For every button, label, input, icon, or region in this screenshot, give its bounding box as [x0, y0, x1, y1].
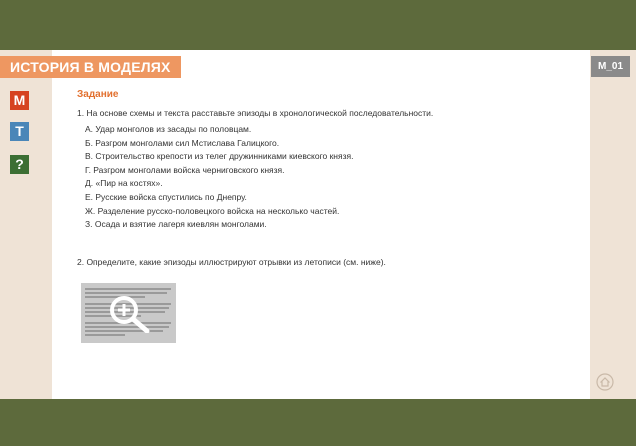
- episode-item: Г. Разгром монголами войска черниговского князя.: [85, 164, 285, 175]
- episode-item: Д. «Пир на костях».: [85, 178, 163, 189]
- right-panel: [590, 50, 636, 399]
- episode-list: [85, 123, 353, 232]
- episode-item: З. Осада и взятие лагеря киевлян монголами.: [85, 219, 267, 230]
- text-button[interactable]: Т: [10, 122, 29, 141]
- top-band: [0, 0, 636, 50]
- question-1: 1. На основе схемы и текста расставьте эпизоды в хронологической последовательности.: [77, 108, 434, 118]
- question-2: 2. Определите, какие эпизоды иллюстрируют отрывки из летописи (см. ниже).: [77, 257, 386, 267]
- episode-item: В. Строительство крепости из телег дружинниками киевского князя.: [85, 151, 354, 162]
- episode-item: Е. Русские войска спустились по Днепру.: [85, 191, 247, 202]
- model-button[interactable]: М: [10, 91, 29, 110]
- home-icon[interactable]: [596, 373, 614, 391]
- episode-item: А. Удар монголов из засады по половцам.: [85, 124, 252, 134]
- magnifier-plus-icon: [107, 293, 153, 333]
- app-title: ИСТОРИЯ В МОДЕЛЯХ: [0, 56, 181, 78]
- module-code-badge: M_01: [591, 56, 630, 77]
- help-button[interactable]: ?: [10, 155, 29, 174]
- text-line: [85, 334, 125, 336]
- chronicle-thumbnail[interactable]: [81, 283, 176, 343]
- bottom-band: [0, 399, 636, 446]
- episode-item: Б. Разгром монголами сил Мстислава Галицкого.: [85, 137, 280, 148]
- text-line: [85, 288, 171, 290]
- episode-item: Ж. Разделение русско-половецкого войска на несколько частей.: [85, 205, 340, 216]
- task-heading: Задание: [77, 89, 119, 100]
